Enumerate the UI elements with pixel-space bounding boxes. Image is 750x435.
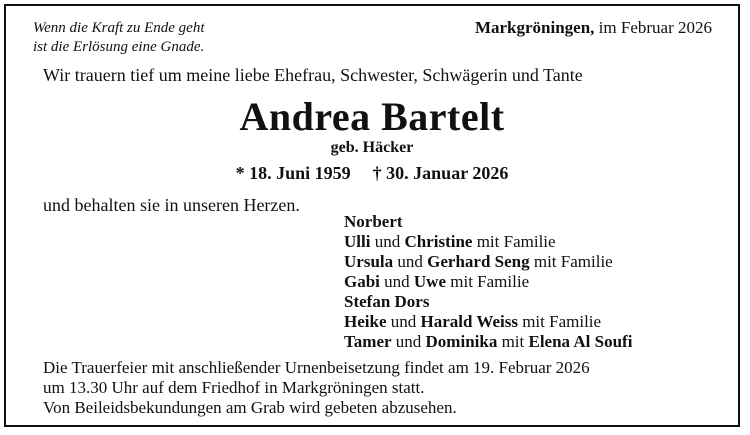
mourner-connector: mit Familie	[446, 272, 530, 291]
mourner-connector: und	[391, 332, 426, 351]
motto-quote	[33, 19, 205, 57]
birth-name: geb. Häcker	[330, 139, 414, 156]
mourner-name: Gabi	[344, 272, 380, 291]
mourner-name: Ulli	[344, 232, 371, 251]
mourner-line	[344, 312, 632, 332]
mourner-line	[344, 252, 632, 272]
deceased-name: Andrea Bartelt	[239, 94, 505, 139]
mourner-connector: mit Familie	[529, 252, 613, 271]
mourner-name: Norbert	[344, 212, 403, 231]
mourner-name: Gerhard Seng	[427, 252, 530, 271]
service-info	[43, 358, 590, 418]
mourner-name: Harald Weiss	[420, 312, 518, 331]
mourner-connector: und	[393, 252, 428, 271]
motto-line: ist die Erlösung eine Gnade.	[33, 39, 205, 55]
obituary-notice	[4, 4, 740, 427]
mourner-connector: mit Familie	[472, 232, 556, 251]
birth-date: * 18. Juni 1959	[235, 163, 351, 183]
mourner-line	[344, 272, 632, 292]
mourner-name: Elena Al Soufi	[528, 332, 633, 351]
mourner-connector: und	[370, 232, 405, 251]
mourner-connector: mit Familie	[517, 312, 602, 331]
mourner-name: Ursula	[344, 252, 394, 271]
life-dates	[6, 163, 738, 184]
service-info-line: um 13.30 Uhr auf dem Friedhof in Markgröningen statt.	[43, 378, 425, 397]
intro-text: Wir trauern tief um meine liebe Ehefrau, Schwester, Schwägerin und Tante	[43, 65, 583, 85]
mourner-line	[344, 212, 632, 232]
mourner-name: Dominika	[425, 332, 498, 351]
mourner-line	[344, 292, 632, 312]
mourner-name: Tamer	[344, 332, 392, 351]
service-info-line: Von Beileidsbekundungen am Grab wird gebeten abzusehen.	[43, 398, 457, 417]
place-date	[475, 18, 712, 38]
mourner-connector: und	[379, 272, 414, 291]
mourners-list	[344, 212, 632, 352]
mourner-line	[344, 232, 632, 252]
mourner-name: Heike	[344, 312, 387, 331]
notice-date: im Februar 2026	[594, 18, 712, 37]
place-name: Markgröningen,	[474, 18, 595, 37]
mourner-name: Stefan Dors	[344, 292, 430, 311]
service-info-line: Die Trauerfeier mit anschließender Urnenbeisetzung findet am 19. Februar 2026	[43, 358, 590, 377]
death-date: † 30. Januar 2026	[372, 163, 509, 183]
remembrance-text: und behalten sie in unseren Herzen.	[43, 195, 300, 215]
mourner-name: Uwe	[413, 272, 447, 291]
motto-line: Wenn die Kraft zu Ende geht	[33, 20, 205, 36]
mourner-connector: und	[386, 312, 421, 331]
mourner-name: Christine	[404, 232, 473, 251]
mourner-connector: mit	[497, 332, 529, 351]
mourner-line	[344, 332, 632, 352]
